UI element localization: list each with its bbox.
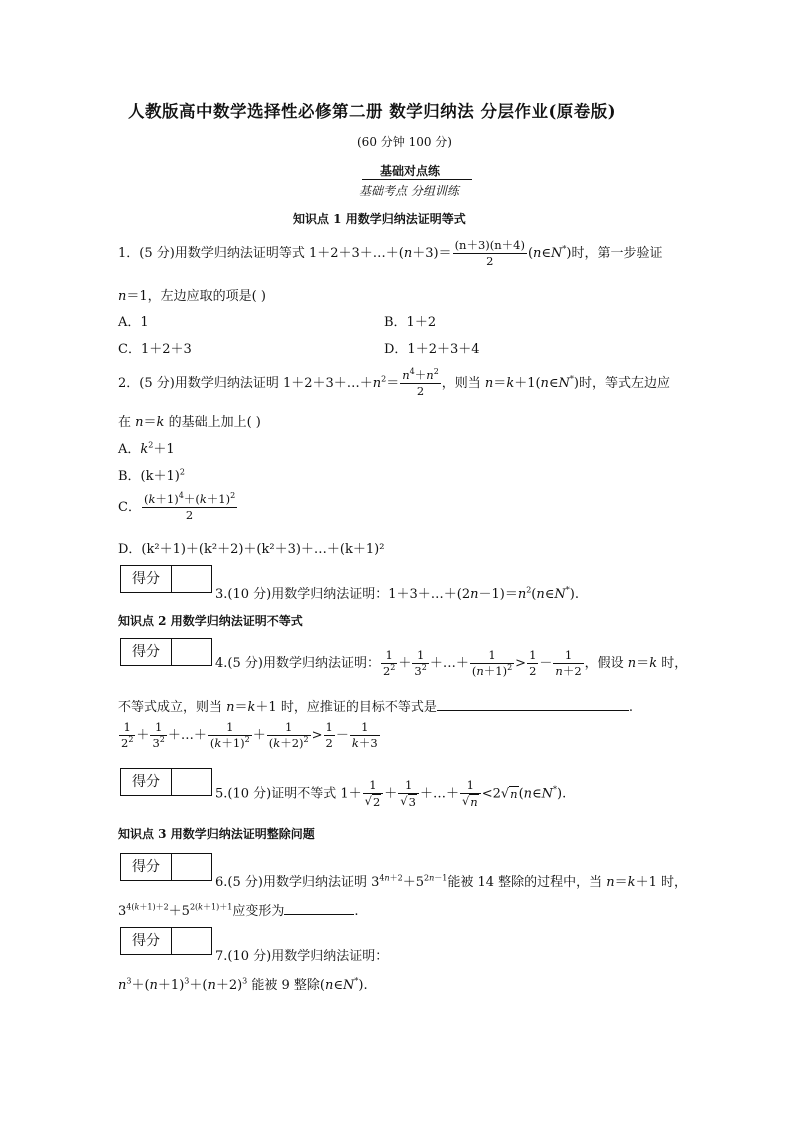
q1-option-c: C．1＋2＋3 <box>118 342 192 357</box>
knowledge-point-1: 知识点 1 用数学归纳法证明等式 <box>293 212 466 226</box>
q2-fraction: $\frac{n^4+n^2}{2}$ <box>402 367 439 398</box>
q2-option-a: A．$k^2+1$ <box>118 440 175 457</box>
score-label: 得分 <box>121 566 172 592</box>
score-label: 得分 <box>121 769 172 795</box>
question-3: 3.(10 分)用数学归纳法证明：$1+3+\dots+(2n-1)=n^2(n\in N^*)$. <box>215 585 579 602</box>
score-label: 得分 <box>121 854 172 880</box>
score-box-q7[interactable] <box>120 927 212 955</box>
knowledge-point-2: 知识点 2 用数学归纳法证明不等式 <box>118 614 303 628</box>
q1-option-b: B．1＋2 <box>384 315 437 330</box>
question-7-line2: $n^3+(n+1)^3+(n+2)^3$ 能被 9 整除(n∈N*). <box>118 976 368 993</box>
score-label: 得分 <box>121 639 172 665</box>
score-box-q3[interactable] <box>120 565 212 593</box>
question-6: 6.(5 分)用数学归纳法证明 $3^{4n+2}+5^{2n-1}$能被 14 整除的过程中，当 n＝k＋1 时， <box>215 873 687 890</box>
knowledge-point-3: 知识点 3 用数学归纳法证明整除问题 <box>118 827 315 841</box>
question-6-line2: $3^{4(k+1)+2}+5^{2(k+1)+1}$应变形为 . <box>118 902 359 919</box>
q1-option-a: A．1 <box>118 315 149 330</box>
question-2: 2．(5 分)用数学归纳法证明 $1+2+3+\dots+n^2=$ $\frac{n^4+n^2}{2}$ ，则当 n＝k＋1(n∈N*)时，等式左边应 <box>118 367 670 398</box>
q2-option-c-fraction: $\frac{(k+1)^4+(k+1)^2}{2}$ <box>143 491 236 522</box>
question-4: 4.(5 分)用数学归纳法证明： $\frac{1}{2^2}$ ＋ $\frac{1}{3^2}$ ＋…＋ $\frac{1}{(n+1)^2}$ > $\frac{1}{2}$ － $\frac{1}{n+2}$ ，假设 n＝k 时， <box>215 648 688 678</box>
q1-option-d: D．1＋2＋3＋4 <box>384 342 480 357</box>
section-sub: 基础考点 分组训练 <box>359 184 459 198</box>
question-7: 7.(10 分)用数学归纳法证明： <box>215 949 389 964</box>
answer-blank-q6[interactable] <box>284 902 354 915</box>
time-score: (60 分钟 100 分) <box>357 135 452 149</box>
question-2-line2: 在 n＝k 的基础上加上( ) <box>118 415 261 430</box>
q2-option-c: C． $\frac{(k+1)^4+(k+1)^2}{2}$ <box>118 491 236 522</box>
score-box-q6[interactable] <box>120 853 212 881</box>
q2-option-b: B．$(k+1)^2$ <box>118 467 185 484</box>
score-box-q5[interactable] <box>120 768 212 796</box>
score-label: 得分 <box>121 928 172 954</box>
question-5: 5.(10 分)证明不等式 1＋ $\frac{1}{√2}$ ＋ $\frac{1}{√3}$ ＋…＋ $\frac{1}{√n}$ <2√n(n∈N*). <box>215 778 567 809</box>
question-4-line2: 不等式成立，则当 n＝k＋1 时，应推证的目标不等式是 . <box>118 700 633 715</box>
q1-fraction: $\frac{(n+3)(n+4)}{2}$ <box>454 238 525 268</box>
question-1-line2: n＝1，左边应取的项是( ) <box>118 289 266 304</box>
answer-blank-q4[interactable] <box>437 698 629 711</box>
page-title: 人教版高中数学选择性必修第二册 数学归纳法 分层作业(原卷版) <box>128 102 617 121</box>
score-box-q4[interactable] <box>120 638 212 666</box>
question-1: 1．(5 分)用数学归纳法证明等式 1＋2＋3＋…＋(n＋3)＝ $\frac{(n+3)(n+4)}{2}$ (n∈N*)时，第一步验证 <box>118 238 663 268</box>
section-main: 基础对点练 <box>380 164 441 178</box>
section-rule <box>362 179 472 180</box>
q4-answer: $\frac{1}{2^2}$ ＋ $\frac{1}{3^2}$ ＋…＋ $\frac{1}{(k+1)^2}$ ＋ $\frac{1}{(k+2)^2}$ > $\frac{1}{2}$ － $\frac{1}{k+3}$ <box>121 720 378 750</box>
q2-option-d: D．(k²＋1)＋(k²＋2)＋(k²＋3)＋…＋(k＋1)² <box>118 542 385 557</box>
